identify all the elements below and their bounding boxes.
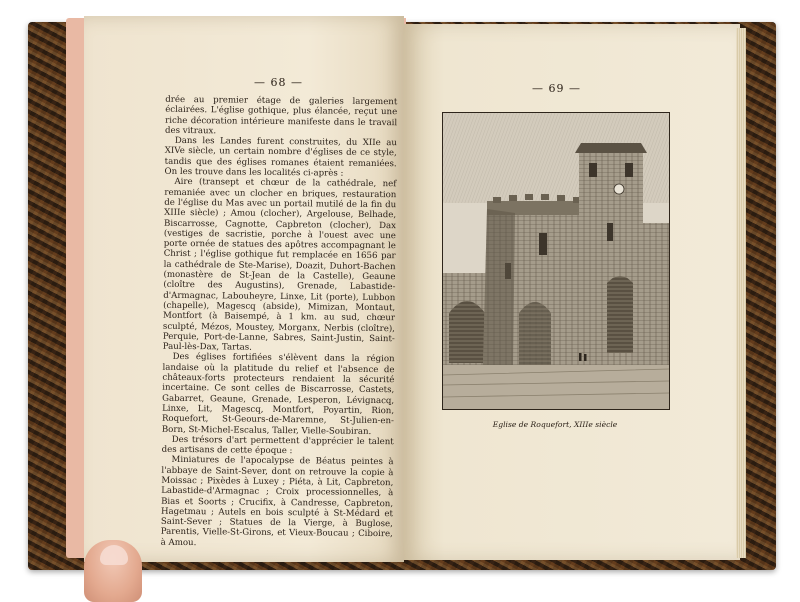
- thumbnail-highlight: [100, 545, 128, 565]
- paragraph-2: Dans les Landes furent construites, du XIIe au XIVe siècle, un certain nombre d'églises de ce style, tandis que des églises romanes étaient remaniées. On les trouve dans les localités ci-après :: [164, 136, 397, 179]
- paragraph-6: Miniatures de l'apocalypse de Béatus peintes à l'abbaye de Saint-Sever, dont on retrouve la copie à Moissac ; Pixèdes à Luxey ; Piéta, à Lit, Capbreton, Labastide-d'Armagnac ; Croix processionnelles, à Bias et Soorts ; Crucifix, à Candresse, Capbreton, Hagetmau ; Autels en bois sculpté à St-Médard et Saint-Sever ; Statues de la Vierge, à Buglose, Parentis, Vielle-St-Girons, et Vieux-Boucau ; Ciboire, à Amou.: [160, 455, 394, 548]
- paragraph-5: Des trésors d'art permettent d'apprécier le talent des artisans de cette époque :: [161, 434, 394, 457]
- church-engraving: [443, 113, 669, 409]
- paragraph-1: drée au premier étage de galeries largement éclairées. L'église gothique, plus élancée, reçut une riche décoration intérieure manifeste dans le travail des vitraux.: [164, 94, 398, 137]
- right-page-number: — 69 —: [532, 82, 581, 95]
- left-page-text: [161, 95, 398, 550]
- left-page-number: — 68 —: [254, 76, 303, 89]
- page-edges-right: [736, 28, 746, 558]
- paragraph-3: Aire (transept et chœur de la cathédrale, nef remaniée avec un clocher en briques, restauration de l'église du Mas avec un portail mutilé de la fin du XIIIe siècle) ; Amou (clocher), Argelouse, Belhade, Biscarrosse, Cagnotte, Capbreton (clocher), Dax (vestiges de sacristie, porche à l'ouest avec une porte ornée de statues des apôtres accompagnant le Christ ; l'église gothique fut remplacée en 1656 par la cathédrale de Ste-Marise), Doazit, Duhort-Bachen (monastère de St-Jean de la Castelle), Geaune (cloître des Augustins), Grenade, Labastide-d'Armagnac, Labouheyre, Linxe, Lit (porte), Lubbon (chapelle), Magescq (abside), Mimizan, Montaut, Montfort (à Baisempé, à 1 km. au sud, chœur sculpté, Mézos, Moustey, Morganx, Nerbis (cloître), Perquie, Port-de-Lanne, Sabres, Saint-Justin, Saint-Paul-lès-Dax, Tartas.: [162, 177, 397, 353]
- engraving-caption: Eglise de Roquefort, XIIIe siècle: [492, 420, 618, 429]
- church-engraving-plate: [442, 112, 670, 410]
- paragraph-4: Des églises fortifiées s'élèvent dans la région landaise où la platitude du relief et l'absence de châteaux-forts protecteurs rendaient la sécurité incertaine. Ce sont celles de Biscarrosse, Castets, Gabarret, Geaune, Grenade, Lesperon, Lévignacq, Linxe, Lit, Magescq, Montfort, Poyartin, Rion, Roquefort, St-Geours-de-Maremne, St-Julien-en-Born, St-Michel-Escalus, Taller, Vielle-Soubiran.: [161, 352, 395, 437]
